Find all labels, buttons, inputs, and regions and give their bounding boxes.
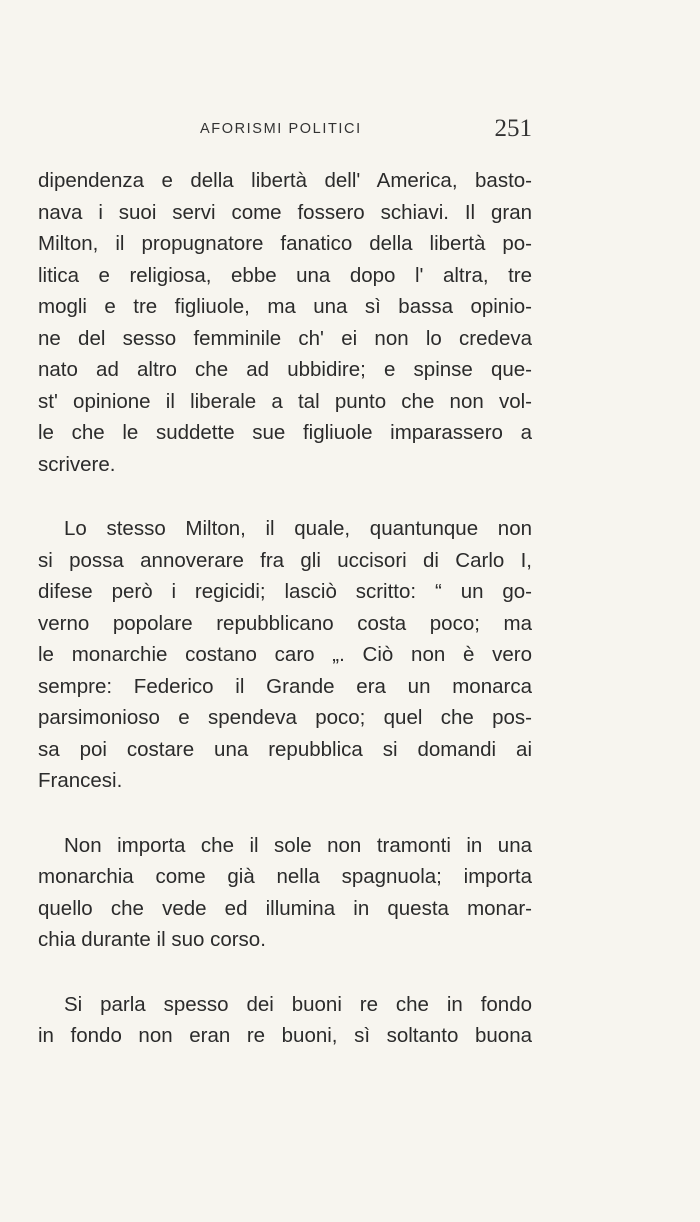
text-line: Non importa che il sole non tramonti in una: [64, 833, 532, 857]
paragraph: [38, 165, 532, 480]
text-line: Francesi.: [38, 769, 123, 792]
text-line: in fondo non eran re buoni, sì soltanto buona: [38, 1024, 532, 1047]
paragraph: [38, 830, 532, 956]
page-number: 251: [494, 115, 532, 142]
running-head: [38, 115, 532, 145]
text-line: Si parla spesso dei buoni re che in fondo: [64, 992, 532, 1016]
text-line: nava i suoi servi come fossero schiavi. Il gran: [38, 200, 532, 224]
text-line: monarchia come già nella spagnuola; importa: [38, 865, 532, 888]
running-title: AFORISMI POLITICI: [200, 121, 362, 137]
text-line: mogli e tre figliuole, ma una sì bassa opinio-: [38, 295, 532, 318]
text-line: ne del sesso femminile ch' ei non lo credeva: [38, 326, 532, 350]
paragraph: [38, 989, 532, 1052]
text-line: verno popolare repubblicano costa poco; ma: [38, 611, 532, 635]
paragraph-gap: [38, 956, 532, 989]
text-line: chia durante il suo corso.: [38, 928, 266, 951]
text-line: quello che vede ed illumina in questa monar-: [38, 896, 532, 920]
body-text: [38, 165, 532, 1052]
text-line: st' opinione il liberale a tal punto che non vol-: [38, 389, 532, 413]
text-line: litica e religiosa, ebbe una dopo l' altra, tre: [38, 263, 532, 287]
text-line: dipendenza e della libertà dell' America, basto-: [38, 169, 532, 192]
paragraph-gap: [38, 480, 532, 513]
text-line: nato ad altro che ad ubbidire; e spinse que-: [38, 358, 532, 381]
text-line: sa poi costare una repubblica si domandi ai: [38, 737, 532, 761]
paragraph-gap: [38, 797, 532, 830]
text-line: Lo stesso Milton, il quale, quantunque non: [64, 517, 532, 540]
paragraph: [38, 513, 532, 797]
text-line: difese però i regicidi; lasciò scritto: “ un go-: [38, 580, 532, 603]
text-line: si possa annoverare fra gli uccisori di Carlo I,: [38, 548, 532, 572]
text-line: scrivere.: [38, 452, 116, 476]
text-line: le che le suddette sue figliuole imparassero a: [38, 421, 532, 444]
text-line: sempre: Federico il Grande era un monarca: [38, 674, 532, 698]
text-line: parsimonioso e spendeva poco; quel che pos-: [38, 706, 532, 729]
text-line: Milton, il propugnatore fanatico della libertà po-: [38, 232, 532, 255]
text-line: le monarchie costano caro „. Ciò non è vero: [38, 643, 532, 666]
